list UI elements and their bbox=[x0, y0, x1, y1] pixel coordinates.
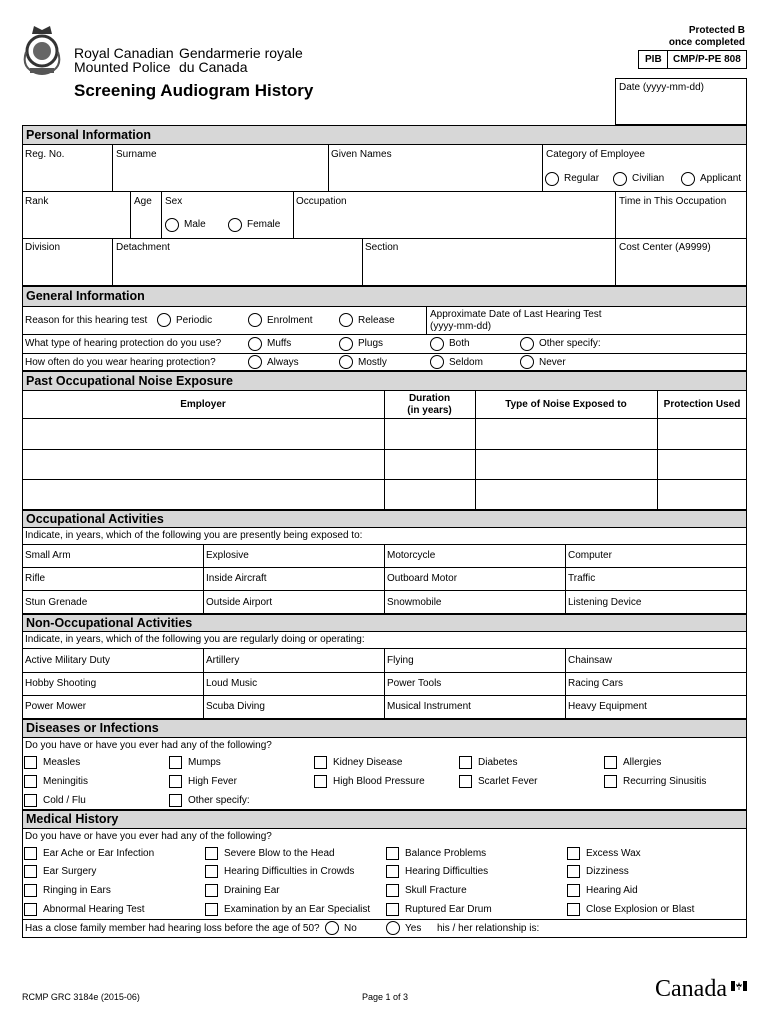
male-label: Male bbox=[184, 219, 206, 230]
nonocc-heavy-equipment: Heavy Equipment bbox=[568, 701, 647, 712]
draining-ear-checkbox[interactable] bbox=[205, 884, 218, 897]
ear-specialist-checkbox[interactable] bbox=[205, 903, 218, 916]
allergies-checkbox[interactable] bbox=[604, 756, 617, 769]
date-label: Date (yyyy-mm-dd) bbox=[619, 82, 705, 93]
time-in-occupation-label: Time in This Occupation bbox=[619, 196, 727, 207]
nonocc-loud-music: Loud Music bbox=[206, 678, 258, 689]
hearing-aid-label: Hearing Aid bbox=[586, 885, 638, 896]
occupational-instruction: Indicate, in years, which of the following you are presently being exposed to: bbox=[25, 530, 363, 541]
occ-motorcycle: Motorcycle bbox=[387, 550, 436, 561]
hearing-difficulties-label: Hearing Difficulties bbox=[405, 866, 489, 877]
family-yes-label: Yes bbox=[405, 923, 422, 934]
mostly-label: Mostly bbox=[358, 357, 387, 368]
occ-outside-airport: Outside Airport bbox=[206, 597, 273, 608]
abnormal-test-label: Abnormal Hearing Test bbox=[43, 904, 145, 915]
nonocc-scuba-diving: Scuba Diving bbox=[206, 701, 265, 712]
civilian-radio[interactable] bbox=[613, 172, 627, 186]
medical-history-heading: Medical History bbox=[22, 810, 747, 829]
ruptured-ear-drum-label: Ruptured Ear Drum bbox=[405, 904, 492, 915]
occ-computer: Computer bbox=[568, 550, 612, 561]
muffs-label: Muffs bbox=[267, 338, 292, 349]
nonocc-power-tools: Power Tools bbox=[387, 678, 442, 689]
org-name-en-2: Mounted Police bbox=[74, 59, 171, 75]
cost-center-label: Cost Center (A9999) bbox=[619, 242, 711, 253]
high-fever-checkbox[interactable] bbox=[169, 775, 182, 788]
diabetes-checkbox[interactable] bbox=[459, 756, 472, 769]
page-number: Page 1 of 3 bbox=[362, 992, 409, 1002]
abnormal-test-checkbox[interactable] bbox=[24, 903, 37, 916]
cold-flu-checkbox[interactable] bbox=[24, 794, 37, 807]
applicant-label: Applicant bbox=[700, 173, 742, 184]
family-no-radio[interactable] bbox=[325, 921, 339, 935]
occ-stun-grenade: Stun Grenade bbox=[25, 597, 88, 608]
division-label: Division bbox=[25, 242, 61, 253]
age-label: Age bbox=[134, 196, 152, 207]
never-label: Never bbox=[539, 357, 566, 368]
enrolment-radio[interactable] bbox=[248, 313, 262, 327]
ear-specialist-label: Examination by an Ear Specialist bbox=[224, 904, 371, 915]
plugs-label: Plugs bbox=[358, 338, 384, 349]
ringing-ears-checkbox[interactable] bbox=[24, 884, 37, 897]
periodic-label: Periodic bbox=[176, 315, 213, 326]
skull-fracture-label: Skull Fracture bbox=[405, 885, 467, 896]
severe-blow-checkbox[interactable] bbox=[205, 847, 218, 860]
occ-traffic: Traffic bbox=[568, 573, 596, 584]
close-explosion-label: Close Explosion or Blast bbox=[586, 904, 695, 915]
other-protection-radio[interactable] bbox=[520, 337, 534, 351]
family-no-label: No bbox=[344, 923, 357, 934]
last-test-format: (yyyy-mm-dd) bbox=[430, 321, 492, 332]
occ-explosive: Explosive bbox=[206, 550, 249, 561]
ear-surgery-label: Ear Surgery bbox=[43, 866, 97, 877]
plugs-radio[interactable] bbox=[339, 337, 353, 351]
male-radio[interactable] bbox=[165, 218, 179, 232]
nonocc-hobby-shooting: Hobby Shooting bbox=[25, 678, 97, 689]
seldom-radio[interactable] bbox=[430, 355, 444, 369]
canada-wordmark: Canada bbox=[655, 976, 727, 1002]
occ-listening-device: Listening Device bbox=[568, 597, 642, 608]
muffs-radio[interactable] bbox=[248, 337, 262, 351]
form-number: RCMP GRC 3184e (2015-06) bbox=[22, 992, 140, 1002]
both-radio[interactable] bbox=[430, 337, 444, 351]
category-label: Category of Employee bbox=[546, 149, 645, 160]
nonocc-artillery: Artillery bbox=[206, 655, 240, 666]
allergies-label: Allergies bbox=[623, 757, 662, 768]
balance-problems-label: Balance Problems bbox=[405, 848, 487, 859]
applicant-radio[interactable] bbox=[681, 172, 695, 186]
nonocc-musical-instrument: Musical Instrument bbox=[387, 701, 471, 712]
reg-no-label: Reg. No. bbox=[25, 149, 65, 160]
occ-small-arm: Small Arm bbox=[25, 550, 71, 561]
protected-label: Protected B bbox=[688, 25, 745, 36]
excess-wax-checkbox[interactable] bbox=[567, 847, 580, 860]
scarlet-fever-label: Scarlet Fever bbox=[478, 776, 538, 787]
nonocc-racing-cars: Racing Cars bbox=[568, 678, 624, 689]
given-names-label: Given Names bbox=[331, 149, 392, 160]
ear-surgery-checkbox[interactable] bbox=[24, 865, 37, 878]
severe-blow-label: Severe Blow to the Head bbox=[224, 848, 335, 859]
kidney-disease-checkbox[interactable] bbox=[314, 756, 327, 769]
duration-column-subheader: (in years) bbox=[407, 405, 452, 416]
release-label: Release bbox=[358, 315, 395, 326]
mostly-radio[interactable] bbox=[339, 355, 353, 369]
diseases-question: Do you have or have you ever had any of the following? bbox=[25, 740, 272, 751]
pib-label: PIB bbox=[645, 54, 662, 65]
nonocc-flying: Flying bbox=[387, 655, 414, 666]
nonocc-active-military-duty: Active Military Duty bbox=[25, 655, 111, 666]
periodic-radio[interactable] bbox=[157, 313, 171, 327]
section-label: Section bbox=[365, 242, 399, 253]
difficulties-crowds-checkbox[interactable] bbox=[205, 865, 218, 878]
seldom-label: Seldom bbox=[449, 357, 483, 368]
occ-rifle: Rifle bbox=[25, 573, 46, 584]
kidney-disease-label: Kidney Disease bbox=[333, 757, 403, 768]
org-name-fr-2: du Canada bbox=[179, 59, 248, 75]
high-fever-label: High Fever bbox=[188, 776, 237, 787]
diabetes-label: Diabetes bbox=[478, 757, 518, 768]
regular-label: Regular bbox=[564, 173, 600, 184]
medical-history-box bbox=[22, 828, 747, 938]
close-explosion-checkbox[interactable] bbox=[567, 903, 580, 916]
past-noise-heading: Past Occupational Noise Exposure bbox=[22, 371, 747, 391]
family-yes-radio[interactable] bbox=[386, 921, 400, 935]
general-info-heading: General Information bbox=[22, 286, 747, 307]
cold-flu-label: Cold / Flu bbox=[43, 795, 86, 806]
protection-frequency-question: How often do you wear hearing protection? bbox=[25, 357, 216, 368]
draining-ear-label: Draining Ear bbox=[224, 885, 280, 896]
hearing-aid-checkbox[interactable] bbox=[567, 884, 580, 897]
occupation-label: Occupation bbox=[296, 196, 347, 207]
excess-wax-label: Excess Wax bbox=[586, 848, 641, 859]
dizziness-checkbox[interactable] bbox=[567, 865, 580, 878]
difficulties-crowds-label: Hearing Difficulties in Crowds bbox=[224, 866, 355, 877]
canada-flag-icon bbox=[731, 978, 747, 988]
regular-radio[interactable] bbox=[545, 172, 559, 186]
pib-code: CMP/P-PE 808 bbox=[673, 54, 741, 65]
medical-question: Do you have or have you ever had any of the following? bbox=[25, 831, 272, 842]
personal-info-heading: Personal Information bbox=[22, 125, 747, 145]
never-radio[interactable] bbox=[520, 355, 534, 369]
reason-question: Reason for this hearing test bbox=[25, 315, 148, 326]
duration-column-header: Duration bbox=[408, 393, 451, 404]
skull-fracture-checkbox[interactable] bbox=[386, 884, 399, 897]
other-protection-label: Other specify: bbox=[539, 338, 601, 349]
civilian-label: Civilian bbox=[632, 173, 665, 184]
release-radio[interactable] bbox=[339, 313, 353, 327]
female-label: Female bbox=[247, 219, 281, 230]
high-blood-pressure-checkbox[interactable] bbox=[314, 775, 327, 788]
occ-outboard-motor: Outboard Motor bbox=[387, 573, 458, 584]
measles-checkbox[interactable] bbox=[24, 756, 37, 769]
employer-column-header: Employer bbox=[180, 399, 226, 410]
diseases-heading: Diseases or Infections bbox=[22, 719, 747, 738]
ringing-ears-label: Ringing in Ears bbox=[43, 885, 111, 896]
noise-type-column-header: Type of Noise Exposed to bbox=[505, 399, 627, 410]
occupational-heading: Occupational Activities bbox=[22, 510, 747, 528]
detachment-label: Detachment bbox=[116, 242, 170, 253]
org-name-fr-1: Gendarmerie royale bbox=[179, 45, 303, 61]
nonocc-power-mower: Power Mower bbox=[25, 701, 87, 712]
female-radio[interactable] bbox=[228, 218, 242, 232]
non-occupational-instruction: Indicate, in years, which of the following you are regularly doing or operating: bbox=[25, 634, 365, 645]
enrolment-label: Enrolment bbox=[267, 315, 313, 326]
measles-label: Measles bbox=[43, 757, 81, 768]
mumps-label: Mumps bbox=[188, 757, 221, 768]
page-title: Screening Audiogram History bbox=[74, 81, 314, 100]
meningitis-checkbox[interactable] bbox=[24, 775, 37, 788]
high-blood-pressure-label: High Blood Pressure bbox=[333, 776, 425, 787]
protection-type-question: What type of hearing protection do you use? bbox=[25, 338, 222, 349]
ear-ache-label: Ear Ache or Ear Infection bbox=[43, 848, 155, 859]
other-disease-checkbox[interactable] bbox=[169, 794, 182, 807]
surname-label: Surname bbox=[116, 149, 157, 160]
always-label: Always bbox=[267, 357, 299, 368]
sex-label: Sex bbox=[165, 196, 183, 207]
both-label: Both bbox=[449, 338, 470, 349]
hearing-difficulties-checkbox[interactable] bbox=[386, 865, 399, 878]
rank-label: Rank bbox=[25, 196, 49, 207]
always-radio[interactable] bbox=[248, 355, 262, 369]
mumps-checkbox[interactable] bbox=[169, 756, 182, 769]
last-test-label: Approximate Date of Last Hearing Test bbox=[430, 309, 602, 320]
protected-sub-label: once completed bbox=[668, 37, 745, 48]
occ-inside-aircraft: Inside Aircraft bbox=[206, 573, 267, 584]
non-occupational-heading: Non-Occupational Activities bbox=[22, 614, 747, 632]
ruptured-ear-drum-checkbox[interactable] bbox=[386, 903, 399, 916]
relationship-label: his / her relationship is: bbox=[437, 923, 540, 934]
protection-column-header: Protection Used bbox=[663, 399, 741, 410]
scarlet-fever-checkbox[interactable] bbox=[459, 775, 472, 788]
recurring-sinusitis-checkbox[interactable] bbox=[604, 775, 617, 788]
meningitis-label: Meningitis bbox=[43, 776, 89, 787]
org-name-en-1: Royal Canadian bbox=[74, 45, 174, 61]
rcmp-crest-icon bbox=[22, 24, 62, 76]
ear-ache-checkbox[interactable] bbox=[24, 847, 37, 860]
occ-snowmobile: Snowmobile bbox=[387, 597, 442, 608]
balance-problems-checkbox[interactable] bbox=[386, 847, 399, 860]
dizziness-label: Dizziness bbox=[586, 866, 629, 877]
recurring-sinusitis-label: Recurring Sinusitis bbox=[623, 776, 707, 787]
nonocc-chainsaw: Chainsaw bbox=[568, 655, 612, 666]
family-history-question: Has a close family member had hearing loss before the age of 50? bbox=[25, 923, 320, 934]
other-disease-label: Other specify: bbox=[188, 795, 250, 806]
